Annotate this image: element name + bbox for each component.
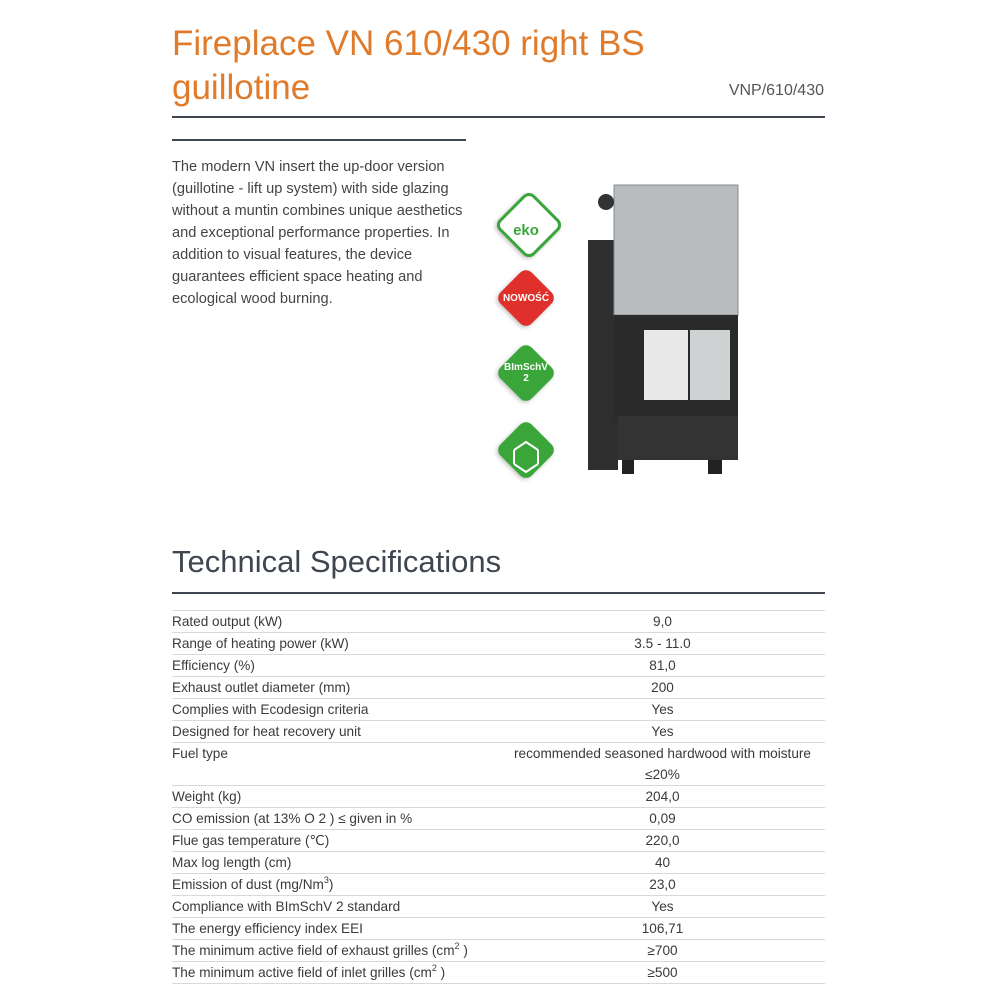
spec-label: Efficiency (%) <box>172 655 490 677</box>
spec-value: 3.5 - 11.0 <box>490 633 825 655</box>
eko-badge-label: eko <box>513 222 539 239</box>
spec-label: Emission of dust (mg/Nm$^3$) <box>172 874 490 896</box>
new-badge-label: NOWOŚĆ <box>502 293 550 304</box>
spec-label: Exhaust outlet diameter (mm) <box>172 677 490 699</box>
specs-title: Technical Specifications <box>172 544 502 579</box>
spec-row <box>172 699 825 721</box>
spec-label: Weight (kg) <box>172 786 490 808</box>
bimschv-badge-label: BImSchV 2 <box>504 362 548 384</box>
spec-row <box>172 655 825 677</box>
spec-value: Yes <box>490 896 825 918</box>
spec-label: Compliance with BImSchV 2 standard <box>172 896 490 918</box>
spec-row <box>172 940 825 962</box>
recycle-icon <box>490 428 562 500</box>
spec-value: 200 <box>490 677 825 699</box>
spec-value: 9,0 <box>490 611 825 633</box>
spec-value: ≥500 <box>490 962 825 984</box>
spec-label: Rated output (kW) <box>172 611 490 633</box>
spec-row <box>172 918 825 940</box>
spec-label: Complies with Ecodesign criteria <box>172 699 490 721</box>
spec-row <box>172 874 825 896</box>
spec-row <box>172 743 825 786</box>
spec-value: 81,0 <box>490 655 825 677</box>
recycle-badge <box>490 428 562 500</box>
title-divider <box>172 116 825 118</box>
spec-value: 40 <box>490 852 825 874</box>
spec-label: The minimum active field of inlet grilles ($cm^2$ ) <box>172 962 490 984</box>
spec-label: The energy efficiency index EEI <box>172 918 490 940</box>
spec-value: 204,0 <box>490 786 825 808</box>
spec-value: 23,0 <box>490 874 825 896</box>
spec-value: Yes <box>490 699 825 721</box>
spec-label: Flue gas temperature (℃) <box>172 830 490 852</box>
spec-value: recommended seasoned hardwood with moisture ≤20% <box>490 743 825 786</box>
product-description: The modern VN insert the up-door version (guillotine - lift up system) with side glazing without a muntin combines unique aesthetics and exceptional performance properties. In addition to visual features, the device guarantees efficient space heating and ecological wood burning. <box>172 159 463 307</box>
spec-row <box>172 896 825 918</box>
eko-badge <box>490 200 562 272</box>
spec-row <box>172 852 825 874</box>
spec-label: CO emission (at 13% O 2 ) ≤ given in % <box>172 808 490 830</box>
spec-row <box>172 721 825 743</box>
description-divider <box>172 139 466 141</box>
specs-divider <box>172 592 825 594</box>
spec-row <box>172 808 825 830</box>
spec-value: 106,71 <box>490 918 825 940</box>
spec-label: The minimum active field of exhaust grilles ($cm^2$ ) <box>172 940 490 962</box>
spec-row <box>172 786 825 808</box>
spec-value: Yes <box>490 721 825 743</box>
spec-row <box>172 633 825 655</box>
spec-label: Range of heating power (kW) <box>172 633 490 655</box>
spec-label: Designed for heat recovery unit <box>172 721 490 743</box>
spec-row <box>172 830 825 852</box>
spec-row <box>172 611 825 633</box>
new-badge <box>490 276 562 348</box>
spec-value: 0,09 <box>490 808 825 830</box>
spec-label: Max log length (cm) <box>172 852 490 874</box>
bimschv-badge <box>490 351 562 423</box>
spec-row <box>172 677 825 699</box>
spec-label: Fuel type <box>172 743 490 786</box>
specs-table <box>172 610 825 984</box>
spec-row <box>172 962 825 984</box>
fireplace-image <box>578 180 748 485</box>
product-code: VNP/610/430 <box>728 82 824 99</box>
spec-value: 220,0 <box>490 830 825 852</box>
product-title: Fireplace VN 610/430 right BS guillotine <box>172 24 645 107</box>
spec-value: ≥700 <box>490 940 825 962</box>
